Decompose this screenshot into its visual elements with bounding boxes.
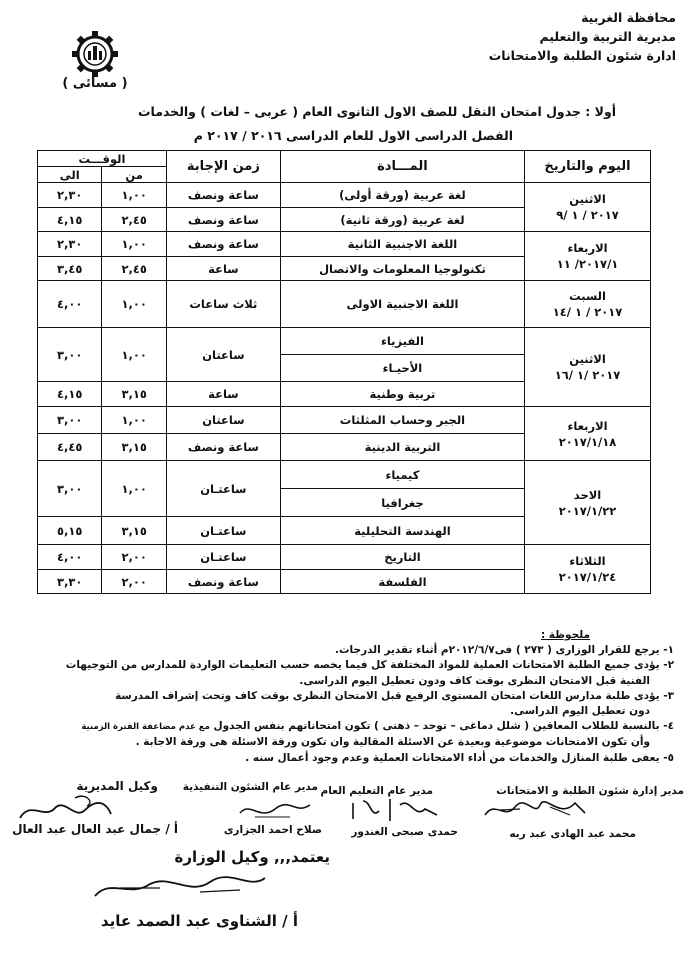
day-cell <box>525 407 651 461</box>
handwritten-signature <box>90 870 270 904</box>
header-time: الوقـــت <box>38 151 167 167</box>
duration-cell: ساعتان <box>166 328 280 382</box>
subject-cell: التاريخ <box>280 545 524 570</box>
notes-section <box>14 628 674 766</box>
day-cell <box>525 461 651 545</box>
duration-cell: ساعتـان <box>166 461 280 517</box>
approval-label: يعتمد,,, وكيل الوزارة <box>174 848 330 866</box>
duration-cell: ساعة ونصف <box>166 570 280 594</box>
to-cell: ٣,٤٥ <box>38 257 102 281</box>
day-name: الاثنين <box>569 192 606 206</box>
directorate-name: مديرية التربية والتعليم <box>539 29 676 44</box>
signatory-name: أ / جمال عبد العال عبد العال <box>12 822 178 836</box>
from-cell: ٢,٤٥ <box>102 257 166 281</box>
from-cell: ٣,١٥ <box>102 517 166 545</box>
to-cell: ٢,٣٠ <box>38 183 102 208</box>
note-item: ٥- يعفى طلبة المنازل والخدمات من أداء الامتحانات العملية وعدم وجود أعمال سنه . <box>245 751 674 764</box>
signature-title: مدير إدارة شئون الطلبة و الامتحانات <box>496 785 684 797</box>
day-date: ٢٠١٧ / ١ /٩ <box>556 208 619 222</box>
note-item: ٣- يؤدى طلبة مدارس اللغات امتحان المستوى الرفيع قبل الامتحان النظرى بوقت كاف وتحت إشراف المدرسة <box>115 689 674 702</box>
day-name: السبت <box>569 289 606 303</box>
day-date: ٢٠١٧ / ١ /١٤ <box>552 305 623 319</box>
subject-cell: الجبر وحساب المثلثات <box>280 407 524 434</box>
term-subtitle: الفصل الدراسى الاول للعام الدراسى ٢٠١٦ / ٢٠١٧ م <box>193 128 513 143</box>
signatory-name: حمدى صبحى الغندور <box>351 826 458 838</box>
day-name: الثلاثاء <box>569 554 606 568</box>
subject-cell: الهندسة التحليلية <box>280 517 524 545</box>
approver-name: أ / الشناوى عبد الصمد عايد <box>100 912 298 930</box>
day-cell <box>525 328 651 407</box>
table-row <box>38 328 651 355</box>
schedule-title: أولا : جدول امتحان النقل للصف الاول الثانوى العام ( عربى – لغات ) والخدمات <box>137 104 616 119</box>
day-date: ٢٠١٧/١/٢٤ <box>558 570 617 584</box>
duration-cell: ساعة ونصف <box>166 232 280 257</box>
duration-cell: ساعة <box>166 257 280 281</box>
handwritten-signature <box>345 793 445 825</box>
to-cell: ٥,١٥ <box>38 517 102 545</box>
to-cell: ٤,٤٥ <box>38 434 102 461</box>
from-cell: ١,٠٠ <box>102 232 166 257</box>
day-date: ٢٠١٧ /١ /١٦ <box>554 368 621 382</box>
header-duration: زمن الإجابة <box>166 151 280 183</box>
table-row <box>38 545 651 570</box>
from-cell: ٣,١٥ <box>102 434 166 461</box>
note-item: الفنية قبل الامتحان النظرى بوقت كاف ودون تعطيل اليوم الدراسى. <box>299 674 650 687</box>
from-cell: ٢,٤٥ <box>102 208 166 232</box>
note-item: وأن تكون الامتحانات موضوعية وبعيدة عن الاسئلة المقالية وان تكون ورقة الاسئلة هى ورقة الاجابة . <box>135 736 650 749</box>
directorate-header <box>489 8 676 65</box>
day-cell <box>525 183 651 232</box>
duration-cell: ساعة <box>166 382 280 407</box>
header-to: الى <box>38 167 102 183</box>
from-cell: ١,٠٠ <box>102 407 166 434</box>
duration-cell: ثلاث ساعات <box>166 281 280 328</box>
subject-cell: التربية الدينية <box>280 434 524 461</box>
from-cell: ٢,٠٠ <box>102 545 166 570</box>
subject-cell: جغرافيا <box>280 489 524 517</box>
signatory-name: صلاح احمد الجزارى <box>223 824 322 836</box>
note-item: ٢- يؤدى جميع الطلبة الامتحانات العملية للمواد المختلفة كل فيما يخصه حسب التعليمات الواردة للمدارس من التوجيهات <box>65 659 674 672</box>
subject-cell: كيمياء <box>280 461 524 489</box>
day-name: الاثنين <box>569 352 606 366</box>
to-cell: ٣,٣٠ <box>38 570 102 594</box>
table-row <box>38 183 651 208</box>
note-small-text: مع عدم مضاعفة الفترة الزمنية <box>81 722 210 733</box>
from-cell: ١,٠٠ <box>102 328 166 382</box>
duration-cell: ساعتـان <box>166 545 280 570</box>
note-item <box>14 719 674 735</box>
handwritten-signature <box>480 795 590 825</box>
exam-schedule-table <box>37 150 651 594</box>
day-name: الاربعاء <box>567 241 608 255</box>
notes-heading: ملحوظة : <box>540 629 590 641</box>
from-cell: ١,٠٠ <box>102 461 166 517</box>
signature-title: مدير عام التعليم العام <box>320 785 433 797</box>
to-cell: ٤,١٥ <box>38 382 102 407</box>
day-date: ٢٠١٧/١/ ١١ <box>556 257 619 271</box>
subject-cell: لغة عربية (ورقة أولى) <box>280 183 524 208</box>
to-cell: ٢,٣٠ <box>38 232 102 257</box>
header-subject: المـــادة <box>280 151 524 183</box>
table-row <box>38 461 651 489</box>
to-cell: ٣,٠٠ <box>38 328 102 382</box>
day-name: الاحد <box>573 487 602 502</box>
from-cell: ١,٠٠ <box>102 281 166 328</box>
to-cell: ٤,١٥ <box>38 208 102 232</box>
day-cell <box>525 232 651 281</box>
department-name: ادارة شئون الطلبة والامتحانات <box>488 48 676 63</box>
gear-emblem-icon <box>50 30 140 102</box>
signature-title: وكيل المديرية <box>76 779 158 793</box>
duration-cell: ساعتان <box>166 407 280 434</box>
table-row <box>38 232 651 257</box>
subject-cell: تربية وطنية <box>280 382 524 407</box>
to-cell: ٤,٠٠ <box>38 545 102 570</box>
day-name: الاربعاء <box>567 418 608 433</box>
to-cell: ٣,٠٠ <box>38 407 102 434</box>
duration-cell: ساعة ونصف <box>166 183 280 208</box>
to-cell: ٣,٠٠ <box>38 461 102 517</box>
table-row <box>38 407 651 434</box>
note-item: ١- يرجع للقرار الوزارى ( ٢٧٣ ) فى٢٠١٢/٦/٧م أثناء تقدير الدرجات. <box>335 644 674 657</box>
table-row <box>38 281 651 328</box>
day-date: ٢٠١٧/١/١٨ <box>558 434 617 449</box>
handwritten-signature <box>235 795 315 825</box>
from-cell: ١,٠٠ <box>102 183 166 208</box>
signature-title: مدير عام الشئون التنفيذية <box>182 781 318 793</box>
signatory-name: محمد عبد الهادى عبد ربه <box>509 828 636 840</box>
logo-caption: ( مسائى ) <box>62 76 128 91</box>
subject-cell: الفلسفة <box>280 570 524 594</box>
governorate-name: محافظة الغربية <box>581 10 676 25</box>
from-cell: ٣,١٥ <box>102 382 166 407</box>
day-cell <box>525 545 651 594</box>
duration-cell: ساعة ونصف <box>166 208 280 232</box>
subject-cell: الأحيـاء <box>280 355 524 382</box>
note-text: ٤- بالنسبة للطلاب المعاقين ( شلل دماغى – توحد – ذهنى ) تكون امتحاناتهم بنفس الجدول <box>213 720 674 733</box>
duration-cell: ساعتـان <box>166 517 280 545</box>
to-cell: ٤,٠٠ <box>38 281 102 328</box>
subject-cell: لغة عربية (ورقة ثانية) <box>280 208 524 232</box>
day-cell <box>525 281 651 328</box>
subject-cell: تكنولوجيا المعلومات والاتصال <box>280 257 524 281</box>
subject-cell: اللغة الاجنبية الثانية <box>280 232 524 257</box>
header-from: من <box>102 167 166 183</box>
day-date: ٢٠١٧/١/٢٢ <box>558 503 617 518</box>
header-day: اليوم والتاريخ <box>525 151 651 183</box>
from-cell: ٢,٠٠ <box>102 570 166 594</box>
duration-cell: ساعة ونصف <box>166 434 280 461</box>
subject-cell: اللغة الاجنبية الاولى <box>280 281 524 328</box>
subject-cell: الفيزياء <box>280 328 524 355</box>
note-item: دون تعطيل اليوم الدراسى. <box>510 705 650 718</box>
